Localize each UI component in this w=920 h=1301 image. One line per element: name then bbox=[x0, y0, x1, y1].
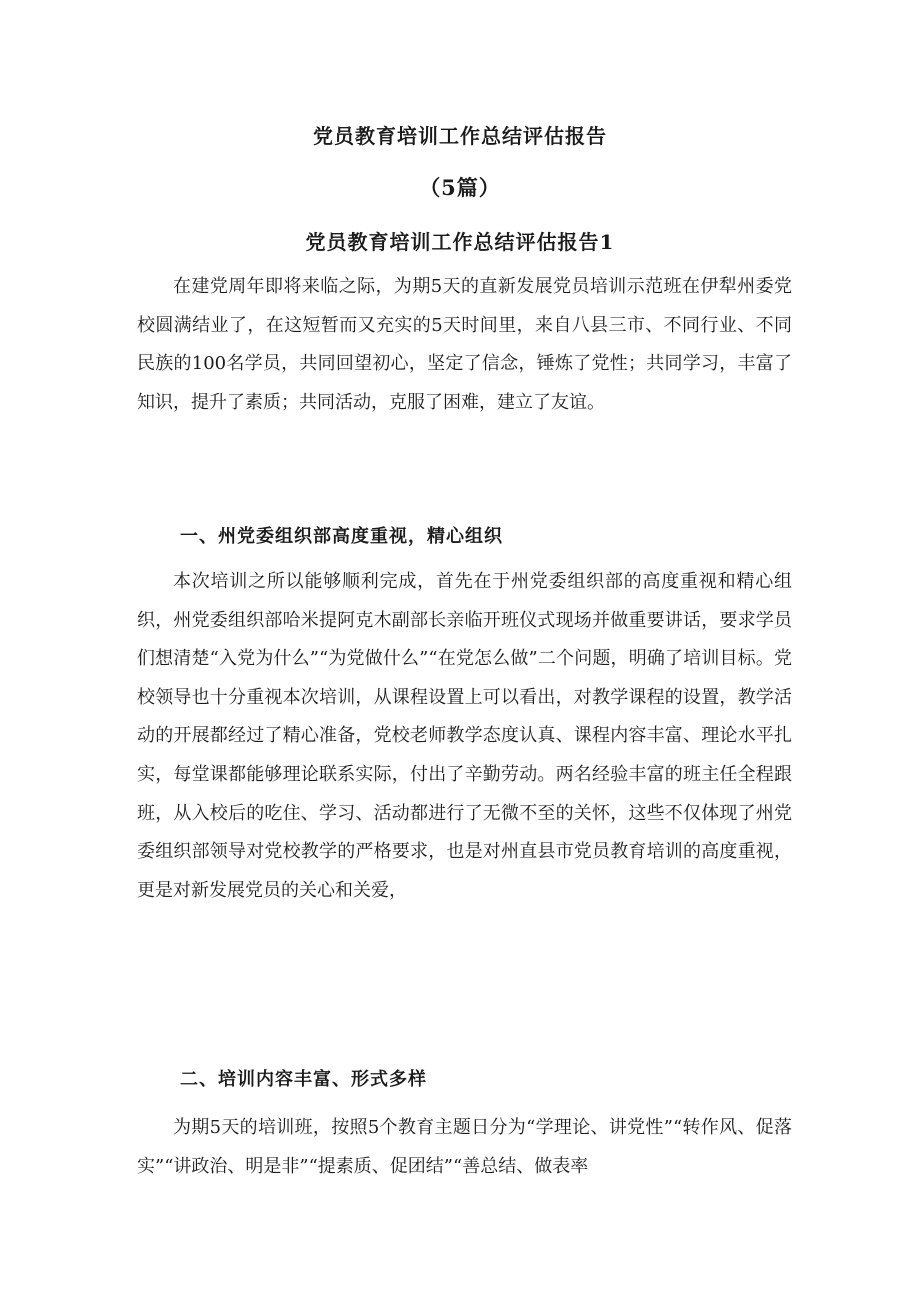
paragraph-section-1: 本次培训之所以能够顺利完成，首先在于州党委组织部的高度重视和精心组织，州党委组织部哈米提阿克木副部长亲临开班仪式现场并做重要讲话，要求学员们想清楚“入党为什么”“为党做什么”“在党怎么做”二个问题，明确了培训目标。党校领导也十分重视本次培训，从课程设置上可以看出，对教学课程的设置，教学活动的开展都经过了精心准备，党校老师教学态度认真、课程内容丰富、理论水平扎实，每堂课都能够理论联系实际，付出了辛勤劳动。两名经验丰富的班主任全程跟班，从入校后的吃住、学习、活动都进行了无微不至的关怀，这些不仅体现了州党委组织部领导对党校教学的严格要求，也是对州直县市党员教育培训的高度重视，更是对新发展党员的关心和关爱， bbox=[137, 571, 792, 901]
document-title: 党员教育培训工作总结评估报告 bbox=[313, 124, 607, 148]
section-heading-2: 二、培训内容丰富、形式多样 bbox=[180, 1069, 427, 1090]
section-heading-1: 一、州党委组织部高度重视，精心组织 bbox=[180, 526, 503, 547]
paragraph-intro: 在建党周年即将来临之际，为期5天的直新发展党员培训示范班在伊犁州委党校圆满结业了，在这短暂而又充实的5天时间里，来自八县三市、不同行业、不同民族的100名学员，共同回望初心，坚定了信念，锤炼了党性；共同学习，丰富了知识，提升了素质；共同活动，克服了困难，建立了友谊。 bbox=[137, 276, 792, 413]
section-subtitle: 党员教育培训工作总结评估报告1 bbox=[305, 230, 615, 254]
paragraph-section-2: 为期5天的培训班，按照5个教育主题日分为“学理论、讲党性”“转作风、促落实”“讲政治、明是非”“提素质、促团结”“善总结、做表率 bbox=[137, 1117, 792, 1177]
document-count-label: （5篇） bbox=[419, 175, 501, 200]
